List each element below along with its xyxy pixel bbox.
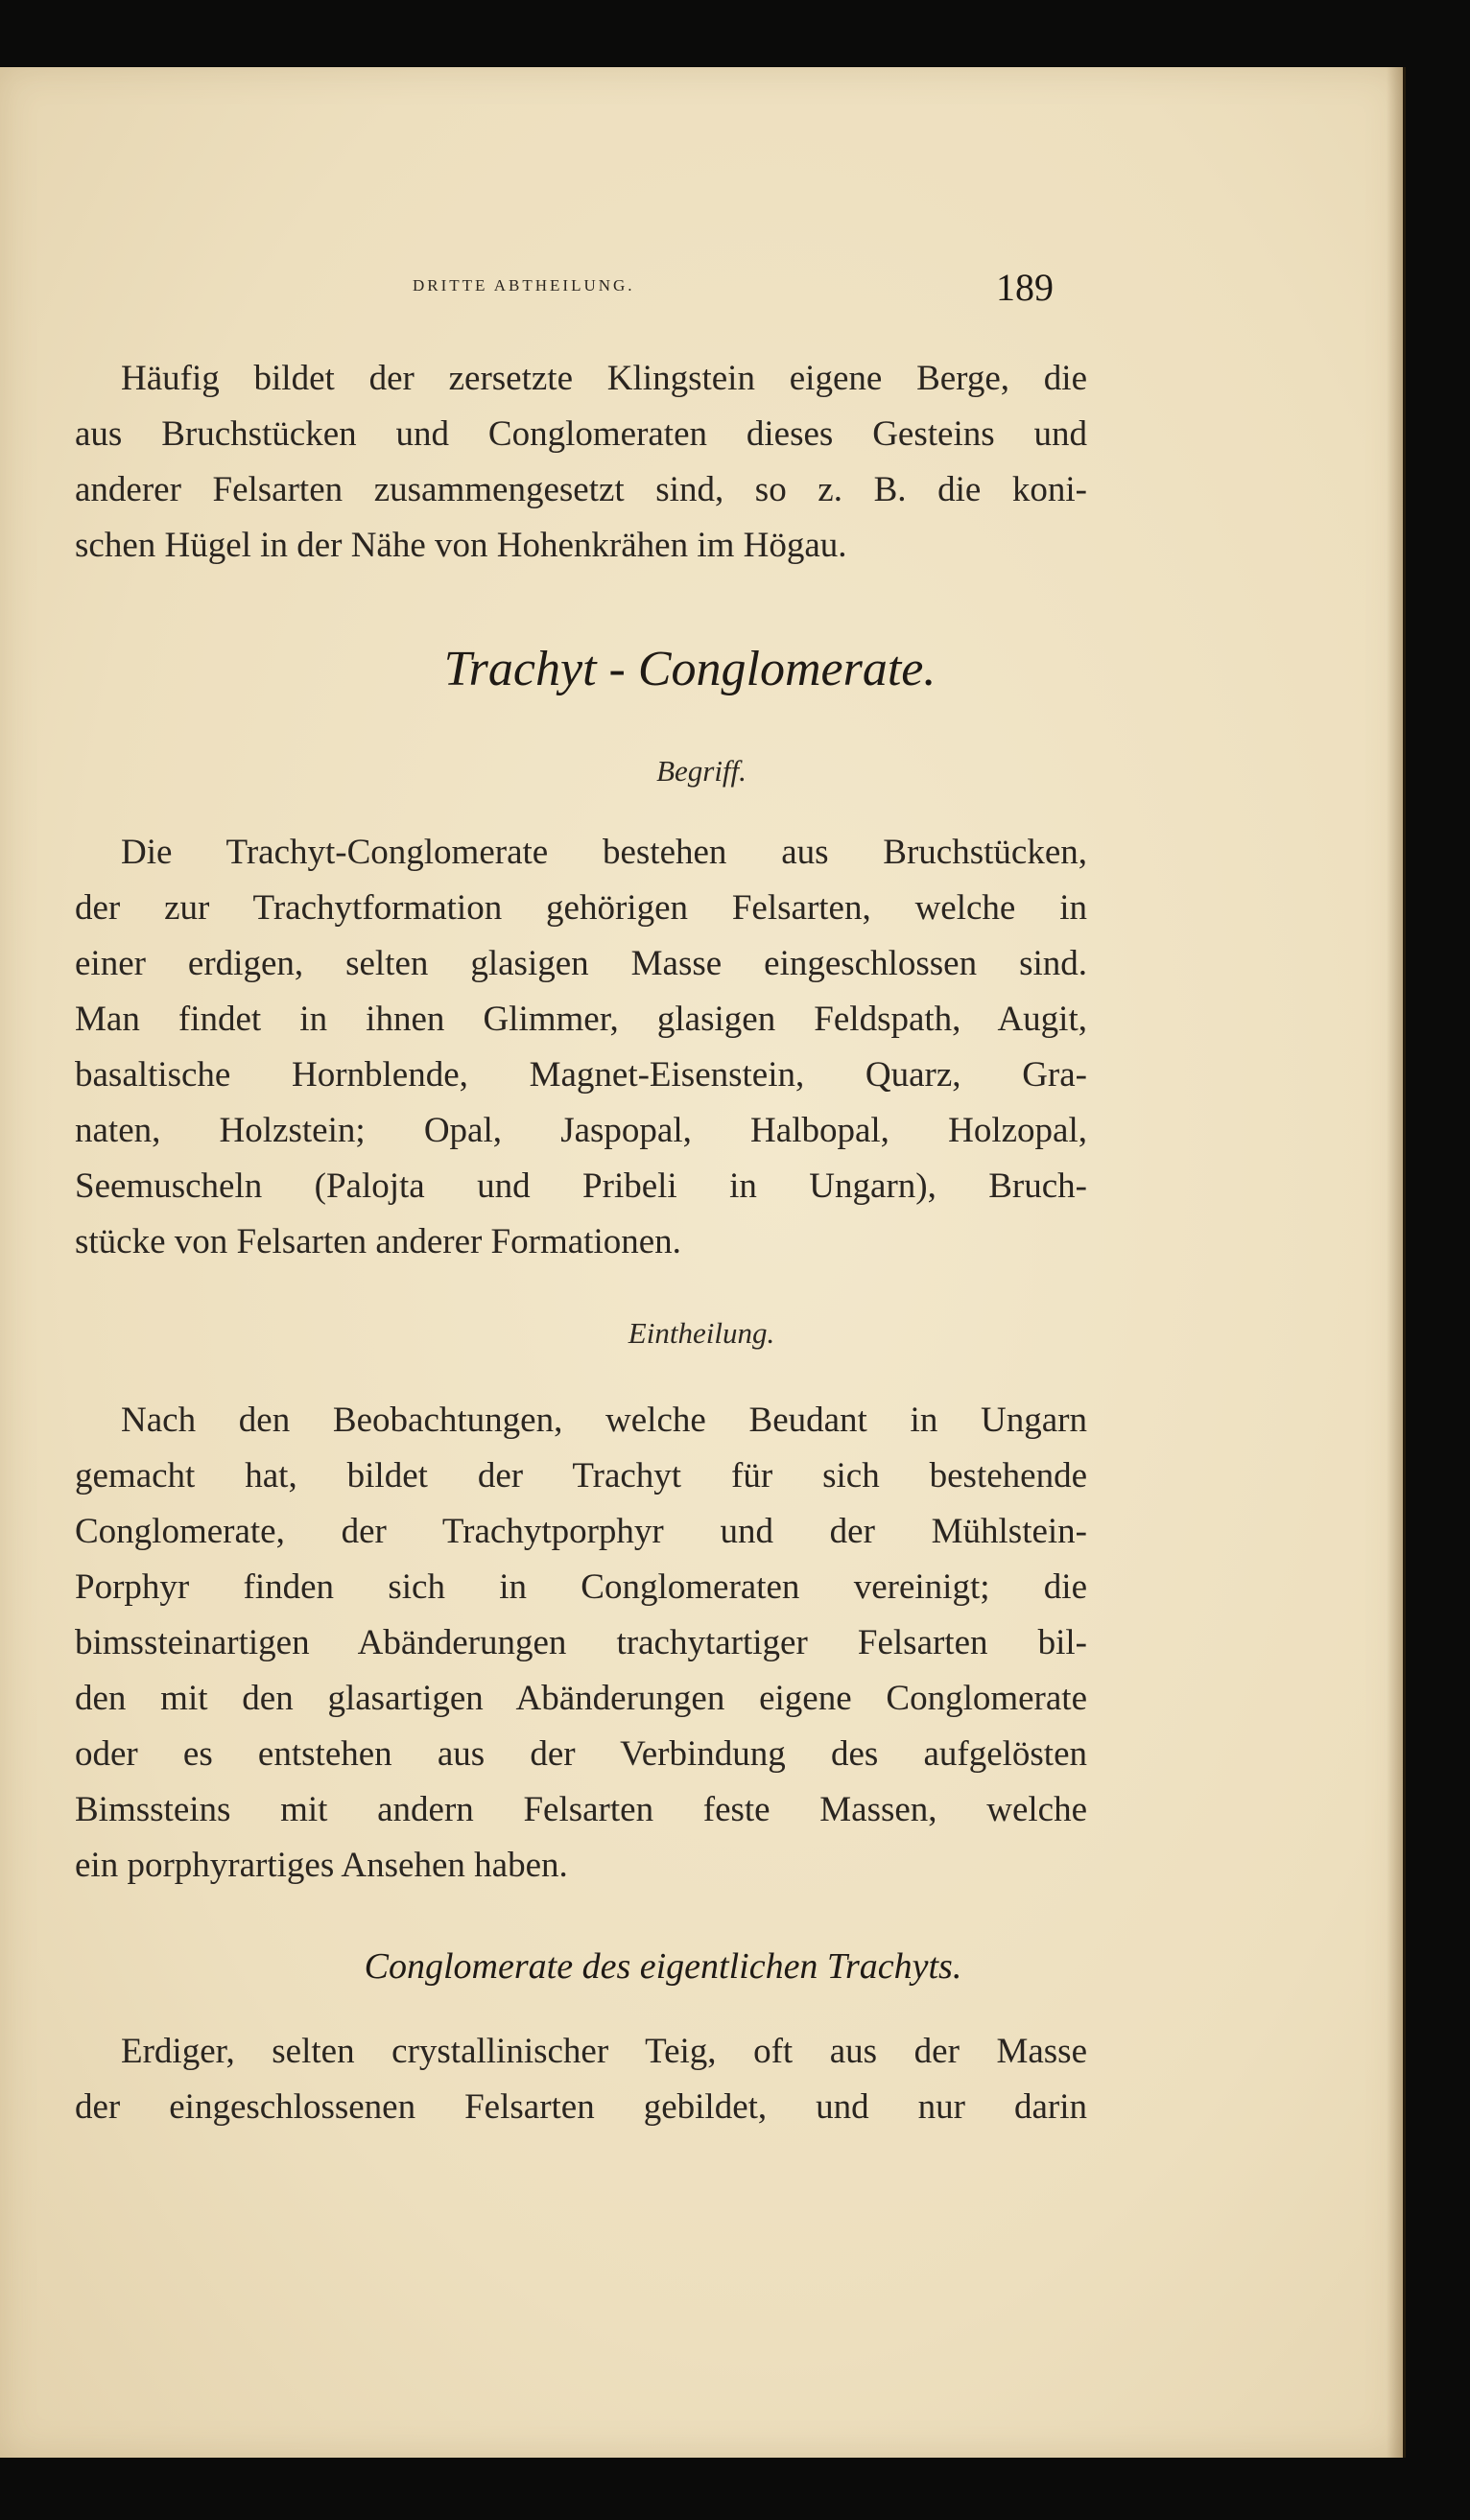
text-line: basaltische Hornblende, Magnet-Eisenstein, Quarz, Gra- bbox=[75, 1055, 1087, 1095]
text-line: der eingeschlossenen Felsarten gebildet, und nur darin bbox=[75, 2087, 1087, 2127]
text-line: ein porphyrartiges Ansehen haben. bbox=[75, 1846, 568, 1885]
text-line: Man findet in ihnen Glimmer, glasigen Feldspath, Augit, bbox=[75, 1000, 1087, 1039]
text-line: schen Hügel in der Nähe von Hohenkrähen im Högau. bbox=[75, 526, 847, 565]
text-line: Nach den Beobachtungen, welche Beudant in Ungarn bbox=[121, 1401, 1087, 1440]
paragraph-klingstein bbox=[75, 351, 1087, 574]
text-line: den mit den glasartigen Abänderungen eigene Conglomerate bbox=[75, 1679, 1087, 1718]
text-line: der zur Trachytformation gehörigen Felsarten, welche in bbox=[75, 888, 1087, 928]
text-line: anderer Felsarten zusammengesetzt sind, so z. B. die koni- bbox=[75, 470, 1087, 509]
text-line: oder es entstehen aus der Verbindung des aufgelösten bbox=[75, 1734, 1087, 1774]
paragraph-erdiger bbox=[75, 2024, 1087, 2135]
text-line: Seemuscheln (Palojta und Pribeli in Ungarn), Bruch- bbox=[75, 1166, 1087, 1206]
text-line: Erdiger, selten crystallinischer Teig, oft aus der Masse bbox=[121, 2032, 1087, 2071]
text-line: gemacht hat, bildet der Trachyt für sich bestehende bbox=[75, 1456, 1087, 1496]
text-line: naten, Holzstein; Opal, Jaspopal, Halbopal, Holzopal, bbox=[75, 1111, 1087, 1150]
page-edge-shadow bbox=[1387, 67, 1406, 2458]
subsection-title: Conglomerate des eigentlichen Trachyts. bbox=[364, 1946, 962, 1987]
text-line: Bimssteins mit andern Felsarten feste Massen, welche bbox=[75, 1790, 1087, 1829]
text-line: einer erdigen, selten glasigen Masse eingeschlossen sind. bbox=[75, 944, 1087, 983]
text-line: bimssteinartigen Abänderungen trachytartiger Felsarten bil- bbox=[75, 1623, 1087, 1662]
text-line: Die Trachyt-Conglomerate bestehen aus Bruchstücken, bbox=[121, 833, 1087, 872]
text-line: aus Bruchstücken und Conglomeraten dieses Gesteins und bbox=[75, 414, 1087, 454]
running-head: DRITTE ABTHEILUNG. bbox=[413, 276, 635, 294]
subheading-eintheilung: Eintheilung. bbox=[628, 1316, 775, 1350]
text-line: Conglomerate, der Trachytporphyr und der Mühlstein- bbox=[75, 1512, 1087, 1551]
subheading-begriff: Begriff. bbox=[656, 754, 747, 788]
paragraph-eintheilung bbox=[75, 1393, 1087, 1894]
section-title: Trachyt - Conglomerate. bbox=[443, 642, 937, 696]
text-line: stücke von Felsarten anderer Formationen. bbox=[75, 1222, 681, 1261]
text-line: Häufig bildet der zersetzte Klingstein eigene Berge, die bbox=[121, 359, 1087, 398]
paragraph-begriff bbox=[75, 825, 1087, 1270]
page-number: 189 bbox=[996, 266, 1054, 309]
page-header bbox=[0, 265, 1403, 313]
text-line: Porphyr finden sich in Conglomeraten vereinigt; die bbox=[75, 1567, 1087, 1607]
